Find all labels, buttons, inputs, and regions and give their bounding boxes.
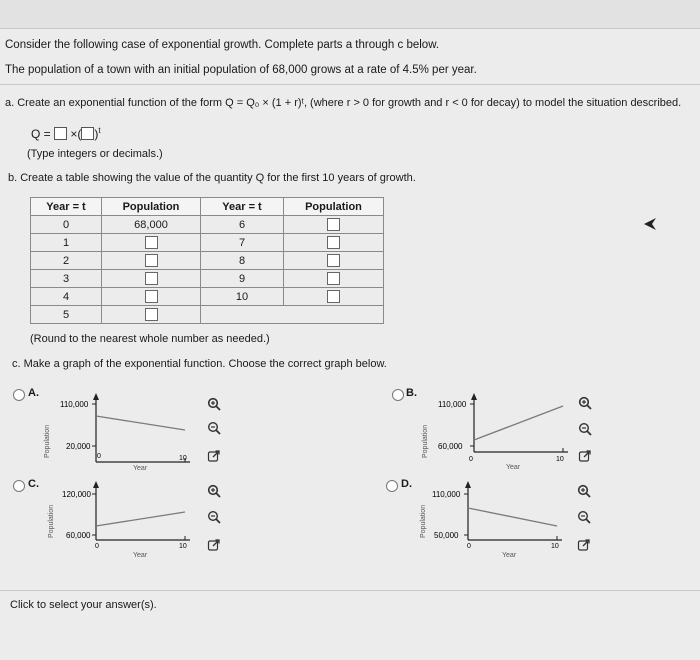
function-entry: [31, 126, 101, 141]
part-b-prompt: b. Create a table showing the value of the quantity Q for the first 10 years of growth.: [8, 172, 416, 184]
x-ten-label: 10: [551, 543, 559, 550]
year-cell: 8: [201, 252, 284, 270]
zoom-out-icon[interactable]: [578, 422, 592, 436]
zoom-out-icon[interactable]: [207, 510, 221, 524]
mouse-cursor-icon: [643, 217, 657, 231]
x-axis-title: Year: [133, 552, 148, 559]
year-cell: 3: [31, 270, 102, 288]
exponent-t: t: [98, 126, 101, 135]
table-header-row: [31, 198, 384, 216]
population-table: [30, 197, 384, 324]
year-cell: 0: [31, 216, 102, 234]
table-row: [31, 216, 384, 234]
col-header: Year = t: [31, 198, 102, 216]
option-b-label: B.: [406, 387, 417, 399]
zoom-in-icon[interactable]: [207, 397, 221, 411]
footer-instruction: Click to select your answer(s).: [10, 599, 157, 611]
y-axis-arrow: [93, 393, 99, 400]
year-cell: 10: [201, 288, 284, 306]
population-input[interactable]: [145, 290, 158, 303]
y-axis-title: Population: [422, 424, 429, 458]
year-cell: 6: [201, 216, 284, 234]
top-band: [0, 0, 700, 28]
x-zero-label: 0: [95, 543, 99, 550]
population-input[interactable]: [145, 254, 158, 267]
year-cell: 9: [201, 270, 284, 288]
y-top-label: 110,000: [432, 490, 461, 499]
part-a-hint: (Type integers or decimals.): [27, 148, 163, 160]
curve: [96, 512, 185, 526]
graph-d: [412, 478, 577, 568]
y-top-label: 110,000: [438, 400, 467, 409]
population-value: 68,000: [102, 216, 201, 234]
x-ten-label: 10: [179, 543, 187, 550]
table-row: [31, 288, 384, 306]
table-row: [31, 234, 384, 252]
y-bottom-label: 20,000: [66, 442, 91, 451]
divider: [0, 590, 700, 591]
y-axis-title: Population: [44, 424, 51, 458]
times-sign: ×: [70, 127, 78, 141]
population-input[interactable]: [327, 236, 340, 249]
population-input[interactable]: [327, 290, 340, 303]
population-input[interactable]: [327, 272, 340, 285]
option-c-radio[interactable]: [13, 480, 25, 492]
population-input[interactable]: [145, 236, 158, 249]
y-axis-arrow: [471, 393, 477, 400]
x-zero-label: 0: [97, 453, 101, 460]
enlarge-icon[interactable]: [578, 449, 592, 463]
enlarge-icon[interactable]: [577, 538, 591, 552]
year-cell: 5: [31, 306, 102, 324]
zoom-in-icon[interactable]: [577, 484, 591, 498]
year-cell: 2: [31, 252, 102, 270]
x-zero-label: 0: [467, 543, 471, 550]
y-top-label: 110,000: [60, 400, 89, 409]
divider: [0, 28, 700, 29]
zoom-out-icon[interactable]: [577, 510, 591, 524]
x-ten-label: 10: [179, 455, 187, 462]
enlarge-icon[interactable]: [207, 449, 221, 463]
option-b-radio[interactable]: [392, 389, 404, 401]
x-ten-label: 10: [556, 456, 564, 463]
q-label: Q =: [31, 127, 51, 141]
option-d-radio[interactable]: [386, 480, 398, 492]
part-c-prompt: c. Make a graph of the exponential function. Choose the correct graph below.: [12, 358, 387, 370]
option-a-radio[interactable]: [13, 389, 25, 401]
y-axis-arrow: [93, 481, 99, 488]
problem-text: The population of a town with an initial population of 68,000 grows at a rate of 4.5% per year.: [5, 64, 477, 76]
intro-text: Consider the following case of exponential growth. Complete parts a through c below.: [5, 39, 440, 51]
y-axis-title: Population: [420, 504, 427, 538]
graph-b: [418, 390, 578, 474]
y-axis-title: Population: [48, 504, 55, 538]
col-header: Population: [102, 198, 201, 216]
growth-factor-input[interactable]: [81, 127, 94, 140]
x-zero-label: 0: [469, 456, 473, 463]
col-header: Population: [284, 198, 384, 216]
paren-open: (: [77, 127, 82, 141]
rounding-note: (Round to the nearest whole number as needed.): [30, 333, 270, 345]
empty-cell: [201, 306, 384, 324]
curve: [96, 416, 185, 430]
y-bottom-label: 60,000: [66, 531, 91, 540]
year-cell: 7: [201, 234, 284, 252]
part-a-prompt: a. Create an exponential function of the form Q = Q₀ × (1 + r)ᵗ, (where r > 0 for growth and r < 0 for decay) to model the situation described.: [5, 97, 682, 109]
year-cell: 4: [31, 288, 102, 306]
enlarge-icon[interactable]: [207, 538, 221, 552]
divider: [0, 84, 700, 85]
col-header: Year = t: [201, 198, 284, 216]
curve: [474, 406, 563, 440]
x-axis-title: Year: [506, 464, 521, 471]
year-cell: 1: [31, 234, 102, 252]
option-c-label: C.: [28, 478, 39, 490]
population-input[interactable]: [145, 272, 158, 285]
zoom-out-icon[interactable]: [207, 421, 221, 435]
paren-close: ): [94, 127, 99, 141]
curve: [468, 508, 557, 526]
y-axis-arrow: [465, 481, 471, 488]
y-bottom-label: 60,000: [438, 442, 463, 451]
x-axis-title: Year: [133, 465, 148, 472]
table-row: [31, 306, 384, 324]
population-input[interactable]: [327, 254, 340, 267]
x-axis-title: Year: [502, 552, 517, 559]
y-top-label: 120,000: [62, 490, 91, 499]
zoom-in-icon[interactable]: [578, 396, 592, 410]
y-bottom-label: 50,000: [434, 531, 459, 540]
table-row: [31, 270, 384, 288]
option-a-label: A.: [28, 387, 39, 399]
table-row: [31, 252, 384, 270]
q0-input[interactable]: [54, 127, 67, 140]
option-d-label: D.: [401, 478, 412, 490]
population-input[interactable]: [145, 308, 158, 321]
zoom-in-icon[interactable]: [207, 484, 221, 498]
population-input[interactable]: [327, 218, 340, 231]
